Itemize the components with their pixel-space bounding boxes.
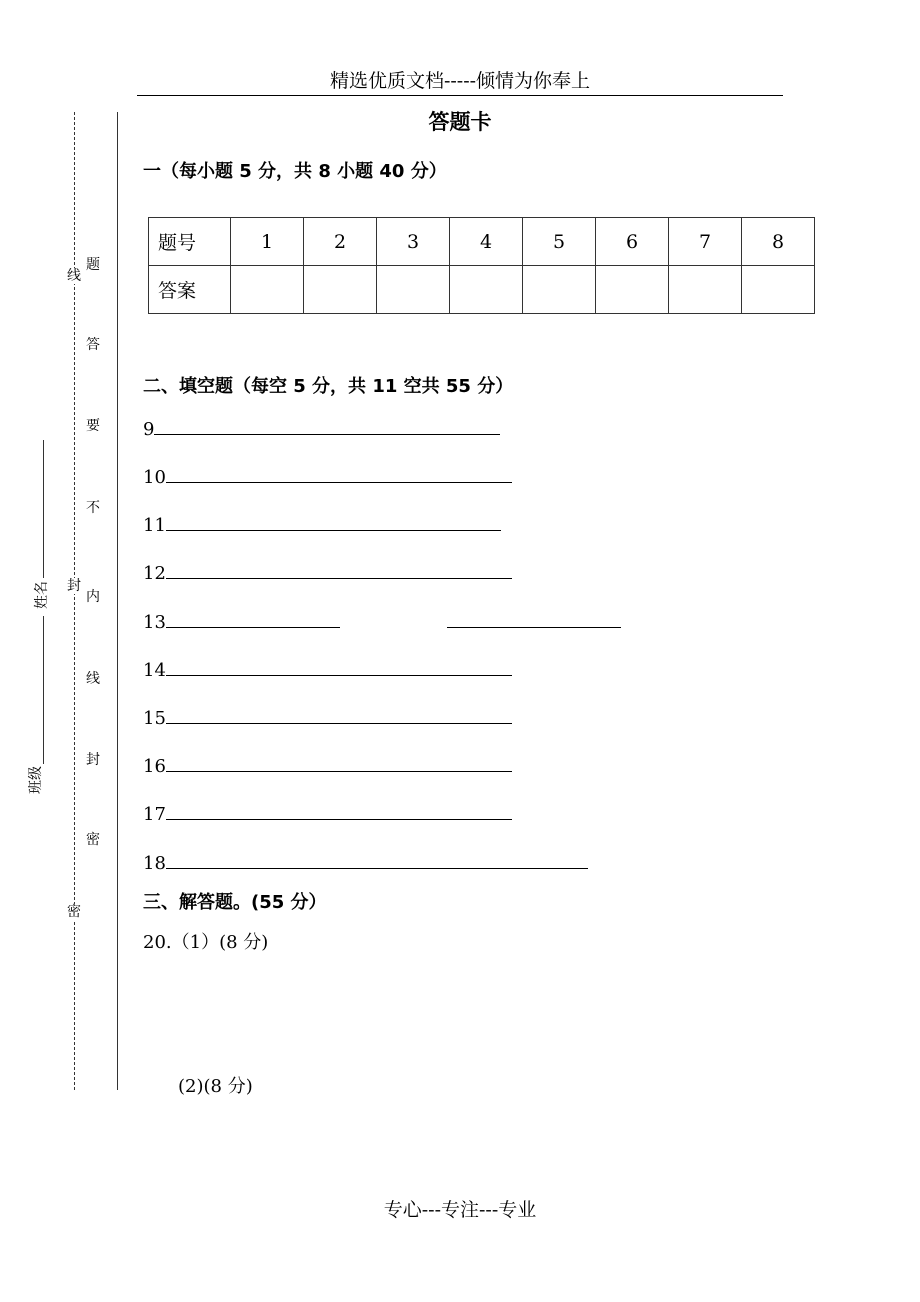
answer-cell[interactable] <box>523 266 596 314</box>
margin-char: 密 <box>86 832 100 848</box>
class-label: 班级 <box>28 766 44 794</box>
blank-item-14 <box>143 655 512 683</box>
blank-line[interactable] <box>166 558 512 579</box>
blank-number: 9 <box>143 419 155 440</box>
blank-line[interactable] <box>166 510 501 531</box>
blank-number: 16 <box>143 756 166 777</box>
page-footer: 专心---专注---专业 <box>383 1199 537 1221</box>
answer-table <box>148 217 815 314</box>
name-label: 姓名 <box>34 581 50 609</box>
margin-char: 内 <box>86 589 100 605</box>
blank-item-18 <box>143 848 588 876</box>
question-20-part-2: (2)(8 分) <box>178 1076 253 1097</box>
margin-char: 答 <box>86 337 100 353</box>
answer-cell[interactable] <box>669 266 742 314</box>
answer-cell[interactable] <box>596 266 669 314</box>
blank-line[interactable] <box>166 607 340 628</box>
blank-line[interactable] <box>166 655 512 676</box>
blank-line[interactable] <box>166 751 512 772</box>
question-number-cell: 4 <box>450 218 523 266</box>
answer-cell[interactable] <box>231 266 304 314</box>
margin-char: 线 <box>67 268 81 284</box>
blank-line[interactable] <box>166 848 588 869</box>
question-number-cell: 5 <box>523 218 596 266</box>
blank-item-16 <box>143 751 512 779</box>
blank-number: 10 <box>143 467 166 488</box>
question-20-part-1: 20.（1）(8 分) <box>143 932 269 953</box>
blank-number: 18 <box>143 853 166 874</box>
answer-cell[interactable] <box>377 266 450 314</box>
page-header: 精选优质文档-----倾情为你奉上 <box>329 70 591 92</box>
margin-char: 线 <box>86 671 100 687</box>
section2-heading: 二、填空题（每空 5 分，共 11 空共 55 分） <box>143 376 514 397</box>
outer-dashed-line <box>74 112 75 1090</box>
table-row-label-number: 题号 <box>149 218 231 266</box>
blank-line[interactable] <box>166 703 512 724</box>
name-write-line[interactable] <box>43 440 44 578</box>
blank-line[interactable] <box>447 607 621 628</box>
blank-item-12 <box>143 558 512 586</box>
question-number-cell: 1 <box>231 218 304 266</box>
blank-number: 17 <box>143 804 166 825</box>
blank-number: 12 <box>143 563 166 584</box>
margin-char: 封 <box>67 578 81 594</box>
blank-item-17 <box>143 799 512 827</box>
blank-line[interactable] <box>166 462 512 483</box>
binding-solid-line <box>117 112 118 1090</box>
blank-item-11 <box>143 510 501 538</box>
answer-cell[interactable] <box>304 266 377 314</box>
section1-heading: 一（每小题 5 分，共 8 小题 40 分） <box>143 161 447 182</box>
question-number-cell: 7 <box>669 218 742 266</box>
blank-item-15 <box>143 703 512 731</box>
margin-char: 密 <box>67 904 81 920</box>
page-title: 答题卡 <box>428 110 492 134</box>
margin-char: 封 <box>86 752 100 768</box>
question-number-cell: 3 <box>377 218 450 266</box>
blank-item-13 <box>143 607 621 635</box>
blank-line[interactable] <box>154 414 500 435</box>
table-row-answers <box>149 266 815 314</box>
margin-char: 不 <box>86 500 100 516</box>
table-row-numbers <box>149 218 815 266</box>
blank-number: 13 <box>143 612 166 633</box>
section3-heading: 三、解答题。(55 分） <box>143 892 327 913</box>
blank-number: 14 <box>143 660 166 681</box>
question-number-cell: 8 <box>742 218 815 266</box>
blank-line[interactable] <box>166 799 512 820</box>
header-divider <box>137 95 783 96</box>
question-number-cell: 2 <box>304 218 377 266</box>
blank-number: 11 <box>143 515 166 536</box>
margin-char: 题 <box>86 257 100 273</box>
answer-cell[interactable] <box>450 266 523 314</box>
blank-number: 15 <box>143 708 166 729</box>
blank-item-9 <box>143 414 500 442</box>
answer-cell[interactable] <box>742 266 815 314</box>
margin-char: 要 <box>86 418 100 434</box>
table-row-label-answer: 答案 <box>149 266 231 314</box>
question-number-cell: 6 <box>596 218 669 266</box>
blank-item-10 <box>143 462 512 490</box>
class-write-line[interactable] <box>43 616 44 764</box>
